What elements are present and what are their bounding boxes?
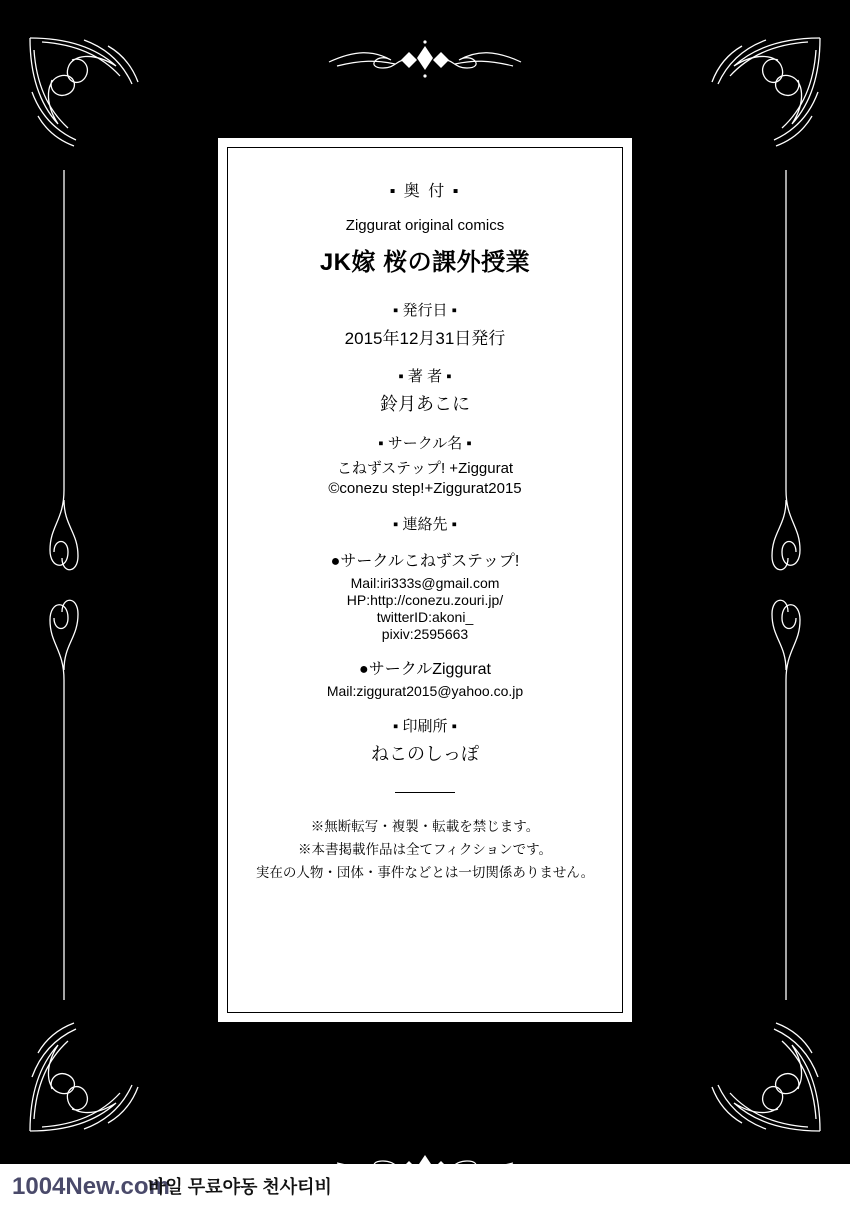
watermark-site: 1004New.com — [12, 1173, 170, 1200]
corner-flourish-bottom-left-icon — [24, 1017, 144, 1137]
corner-flourish-top-left-icon — [24, 32, 144, 152]
page-title: JK嫁 桜の課外授業 — [319, 249, 531, 276]
corner-flourish-bottom-right-icon — [706, 1017, 826, 1137]
watermark-band — [0, 1164, 850, 1207]
notice-line-3: 実在の人物・団体・事件などとは一切関係ありません。 — [255, 865, 595, 880]
contact-1-homepage: HP:http://conezu.zouri.jp/ — [346, 592, 504, 608]
notice-line-1: ※無断転写・複製・転載を禁じます。 — [310, 819, 540, 834]
colophon-card — [215, 135, 635, 1025]
colophon-card-inner — [227, 147, 623, 1013]
watermark-text: 바일 무료야동 천사티비 — [148, 1177, 332, 1197]
contact-label: ▪ 連絡先 ▪ — [393, 516, 457, 533]
author-label: ▪ 著 者 ▪ — [398, 368, 452, 385]
printer-label: ▪ 印刷所 ▪ — [393, 718, 457, 735]
corner-flourish-top-right-icon — [706, 32, 826, 152]
contact-1-name: ●サークルこねずステップ! — [330, 553, 520, 570]
publication-date-value: 2015年12月31日発行 — [344, 329, 506, 348]
contact-1-mail: Mail:iri333s@gmail.com — [350, 575, 500, 591]
printer-value: ねこのしっぽ — [371, 744, 479, 764]
right-side-rule-ornament-icon — [766, 170, 806, 1000]
circle-name-label: ▪ サークル名 ▪ — [378, 435, 472, 452]
contact-1-twitter: twitterID:akoni_ — [376, 609, 474, 625]
contact-2-name: ●サークルZiggurat — [359, 661, 491, 678]
author-value: 鈴月あこに — [380, 394, 470, 414]
circle-name-value: こねずステップ! +Ziggurat — [336, 460, 514, 477]
publication-date-label: ▪ 発行日 ▪ — [393, 302, 457, 319]
divider — [395, 792, 455, 793]
contact-1-pixiv: pixiv:2595663 — [381, 626, 469, 642]
top-center-ornament-icon — [325, 38, 525, 82]
colophon-heading: ▪ 奥 付 ▪ — [389, 183, 461, 200]
left-side-rule-ornament-icon — [44, 170, 84, 1000]
circle-copyright-value: ©conezu step!+Ziggurat2015 — [328, 480, 522, 497]
notice-line-2: ※本書掲載作品は全てフィクションです。 — [297, 842, 553, 857]
contact-2-mail: Mail:ziggurat2015@yahoo.co.jp — [326, 683, 524, 699]
series-label: Ziggurat original comics — [345, 217, 505, 234]
